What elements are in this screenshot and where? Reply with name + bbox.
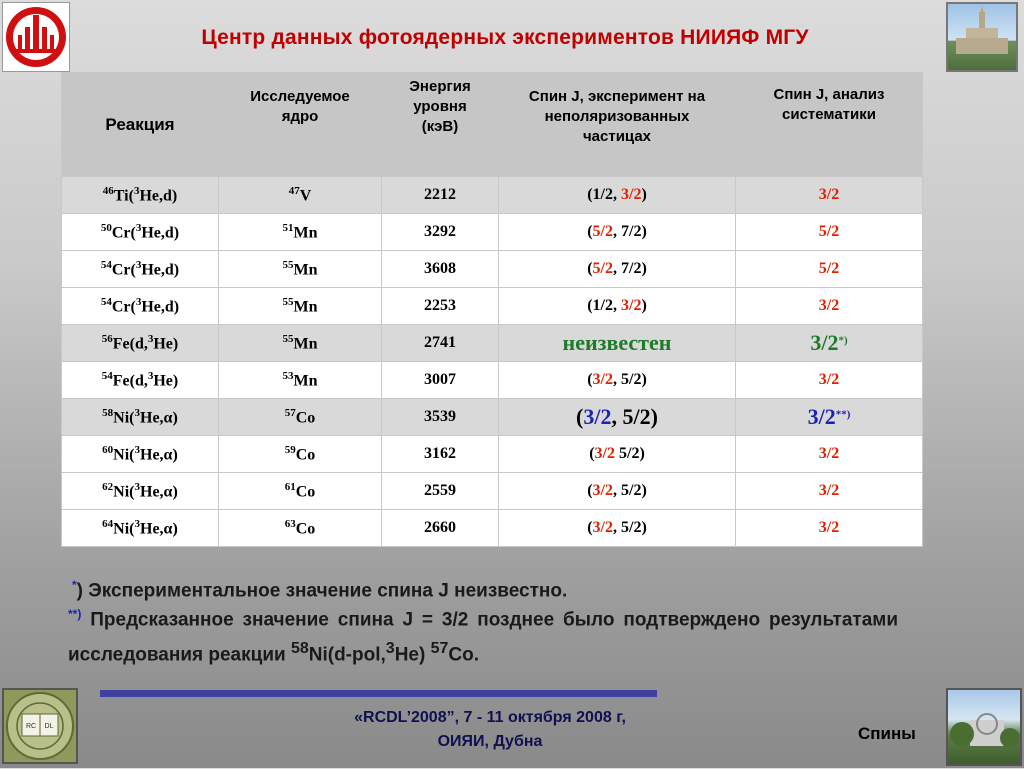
reaction-target-mass: 54 (101, 369, 113, 382)
table-row (62, 251, 923, 288)
reaction-projectile: He,α) (140, 409, 178, 427)
spin-data-table (61, 72, 923, 547)
energy-cell (382, 436, 499, 473)
spin-systematics-cell (736, 399, 923, 436)
spin-systematics-value: 3/2 (810, 330, 839, 355)
footnote-1-mark: * (72, 578, 77, 592)
energy-cell (382, 325, 499, 362)
reaction-projectile: He,d) (139, 187, 178, 205)
footnote-2-text: Предсказанное значение спина J = 3/2 позднее было подтверждено результатами исследования реакции (68, 609, 898, 666)
nucleus-mass: 55 (282, 258, 294, 271)
rcdl-logo-icon (2, 688, 78, 764)
reaction-cell (62, 251, 219, 288)
spin-systematics-cell (736, 177, 923, 214)
energy-cell (382, 473, 499, 510)
reaction-target-mass: 56 (101, 332, 113, 345)
footer-line-1: «RCDL’2008”, 7 - 11 октября 2008 г, (354, 709, 626, 726)
energy-cell (382, 288, 499, 325)
spin-experiment-highlight: 3/2 (592, 519, 613, 536)
spin-experiment-close: , 5/2) (613, 519, 647, 536)
table-row (62, 362, 923, 399)
spin-experiment-highlight: 3/2 (592, 371, 613, 388)
spin-experiment-cell (499, 362, 736, 399)
table-row (62, 399, 923, 436)
spin-experiment-close: , 5/2) (613, 371, 647, 388)
nucleus-symbol: Co (295, 409, 316, 427)
nucleus-cell (219, 325, 382, 362)
jinr-photo (946, 688, 1022, 766)
reaction-target: Cr( (111, 261, 136, 279)
nucleus-symbol: Mn (293, 372, 318, 390)
spin-experiment-cell (499, 177, 736, 214)
nucleus-mass: 63 (284, 517, 296, 530)
table-row (62, 177, 923, 214)
slide-label: Спины (858, 724, 916, 743)
footnote-2-isotope-c: 57 (430, 640, 449, 658)
reaction-cell (62, 473, 219, 510)
spin-experiment-highlight: 5/2 (592, 223, 613, 240)
nucleus-symbol: Mn (293, 224, 318, 242)
reaction-cell (62, 510, 219, 547)
reaction-projectile: He,d) (141, 224, 180, 242)
reaction-projectile: He,d) (141, 298, 180, 316)
energy-value: 2559 (424, 482, 456, 499)
reaction-cell (62, 399, 219, 436)
energy-cell (382, 177, 499, 214)
footnote-2-mark: **) (68, 607, 82, 621)
spin-experiment-highlight: 3/2 (621, 186, 642, 203)
header-nucleus: Исследуемое ядро (219, 73, 382, 177)
reaction-projectile: He,α) (140, 446, 178, 464)
reaction-projectile-mass: 3 (134, 480, 140, 493)
table-row (62, 473, 923, 510)
nucleus-cell (219, 251, 382, 288)
reaction-projectile-mass: 3 (147, 369, 154, 382)
nucleus-cell (219, 436, 382, 473)
nucleus-mass: 55 (282, 295, 294, 308)
table-row (62, 325, 923, 362)
spin-experiment-highlight: 3/2 (592, 482, 613, 499)
energy-value: 3007 (424, 371, 456, 388)
spin-experiment-cell (499, 325, 736, 362)
reaction-target-mass: 46 (102, 184, 114, 197)
spin-experiment-close: , 5/2) (611, 404, 658, 429)
reaction-projectile: He,α) (140, 483, 178, 501)
reaction-cell (62, 214, 219, 251)
energy-cell (382, 251, 499, 288)
reaction-target-mass: 58 (102, 406, 114, 419)
nucleus-symbol: Mn (293, 261, 318, 279)
spin-systematics-cell (736, 325, 923, 362)
spin-systematics-cell (736, 473, 923, 510)
msu-building-photo (946, 2, 1018, 72)
spin-systematics-cell (736, 510, 923, 547)
nucleus-cell (219, 214, 382, 251)
table-row (62, 214, 923, 251)
reaction-projectile-mass: 3 (135, 295, 142, 308)
nucleus-cell (219, 473, 382, 510)
spin-experiment-cell (499, 251, 736, 288)
footnote-2-reaction: Ni(d-pol, (308, 644, 386, 666)
reaction-projectile-mass: 3 (135, 221, 142, 234)
spin-systematics-mark: *) (838, 334, 848, 347)
reaction-target: Ni( (113, 409, 135, 427)
reaction-cell (62, 325, 219, 362)
spin-experiment-open: (1/2, (587, 186, 621, 203)
msu-logo-icon (2, 2, 70, 72)
nucleus-mass: 57 (284, 406, 296, 419)
nucleus-symbol: V (299, 187, 312, 205)
nucleus-symbol: Co (295, 520, 316, 538)
spin-experiment-close: , 7/2) (613, 223, 647, 240)
spin-experiment-cell (499, 214, 736, 251)
nucleus-symbol: Mn (293, 335, 318, 353)
spin-experiment-close: , 5/2) (613, 482, 647, 499)
header-spin-systematics: Спин J, анализ систематики (736, 73, 923, 177)
reaction-projectile-mass: 3 (134, 443, 140, 456)
spin-experiment-close: 5/2) (615, 445, 645, 462)
nucleus-symbol: Co (295, 446, 316, 464)
nucleus-mass: 55 (282, 332, 294, 345)
header-energy: Энергия уровня (кэВ) (382, 73, 499, 177)
reaction-cell (62, 177, 219, 214)
spin-experiment-cell (499, 510, 736, 547)
energy-value: 3162 (424, 445, 456, 462)
nucleus-mass: 59 (284, 443, 296, 456)
spin-systematics-cell (736, 214, 923, 251)
spin-systematics-value: 5/2 (818, 260, 840, 277)
reaction-projectile: He) (153, 335, 179, 353)
page-title: Центр данных фотоядерных экспериментов НИИЯФ МГУ (201, 26, 809, 49)
reaction-projectile-mass: 3 (134, 517, 140, 530)
spin-experiment-highlight: 3/2 (621, 297, 642, 314)
reaction-projectile-mass: 3 (135, 258, 142, 271)
reaction-target: Fe(d, (112, 372, 148, 390)
reaction-target-mass: 50 (100, 221, 112, 234)
energy-value: 2660 (424, 519, 456, 536)
spin-experiment-open: ( (587, 519, 593, 536)
nucleus-mass: 51 (282, 221, 294, 234)
spin-experiment-highlight: 5/2 (592, 260, 613, 277)
spin-experiment-open: (1/2, (587, 297, 621, 314)
spin-systematics-value: 5/2 (818, 223, 840, 240)
table-row (62, 510, 923, 547)
energy-value: 3608 (424, 260, 456, 277)
reaction-target: Cr( (111, 224, 136, 242)
spin-experiment-close: ) (641, 297, 647, 314)
spin-experiment-highlight: 3/2 (583, 404, 612, 429)
spin-systematics-value: 3/2 (818, 482, 840, 499)
reaction-target-mass: 62 (102, 480, 114, 493)
spin-systematics-value: 3/2 (818, 186, 840, 203)
reaction-projectile: He,α) (140, 520, 178, 538)
reaction-cell (62, 362, 219, 399)
spin-systematics-cell (736, 288, 923, 325)
energy-cell (382, 510, 499, 547)
footer-conference (280, 706, 700, 754)
footnote-1-text: ) Экспериментальное значение спина J неизвестно. (76, 580, 568, 602)
footnote-2 (68, 600, 898, 670)
spin-systematics-value: 3/2 (818, 371, 840, 388)
svg-text:RC: RC (25, 723, 37, 730)
reaction-target: Ni( (113, 483, 135, 501)
spin-experiment-cell (499, 473, 736, 510)
spin-systematics-value: 3/2 (818, 445, 840, 462)
energy-value: 3539 (424, 408, 456, 425)
spin-experiment-open: ( (587, 223, 593, 240)
spin-systematics-value: 3/2 (818, 519, 840, 536)
spin-experiment-open: ( (587, 371, 593, 388)
spin-systematics-mark: **) (835, 408, 851, 421)
spin-experiment-open: ( (576, 404, 584, 429)
nucleus-mass: 47 (288, 184, 300, 197)
spin-experiment-open: ( (587, 260, 593, 277)
reaction-target: Ni( (113, 446, 135, 464)
reaction-projectile-mass: 3 (133, 184, 140, 197)
nucleus-cell (219, 362, 382, 399)
reaction-target: Fe(d, (112, 335, 148, 353)
reaction-projectile-mass: 3 (134, 406, 140, 419)
energy-cell (382, 362, 499, 399)
nucleus-cell (219, 510, 382, 547)
table-header-row (62, 73, 923, 177)
nucleus-mass: 53 (282, 369, 294, 382)
nucleus-cell (219, 177, 382, 214)
nucleus-cell (219, 399, 382, 436)
energy-cell (382, 399, 499, 436)
reaction-target-mass: 54 (100, 295, 112, 308)
reaction-projectile: He,d) (141, 261, 180, 279)
reaction-target-mass: 64 (102, 517, 114, 530)
spin-experiment-highlight: 3/2 (594, 445, 615, 462)
spin-systematics-cell (736, 362, 923, 399)
reaction-target: Ni( (113, 520, 135, 538)
spin-experiment-unknown: неизвестен (562, 330, 672, 355)
energy-value: 2212 (424, 186, 456, 203)
svg-text:DL: DL (44, 723, 54, 730)
reaction-target: Ti( (113, 187, 134, 205)
nucleus-mass: 61 (284, 480, 296, 493)
nucleus-symbol: Co (295, 483, 316, 501)
footnote-2-reaction-end: He) (394, 644, 431, 666)
spin-experiment-cell (499, 436, 736, 473)
spin-experiment-close: ) (641, 186, 647, 203)
spin-experiment-open: ( (587, 482, 593, 499)
reaction-cell (62, 288, 219, 325)
reaction-cell (62, 436, 219, 473)
energy-value: 2253 (424, 297, 456, 314)
reaction-target-mass: 54 (100, 258, 112, 271)
footer-line-2: ОИЯИ, Дубна (437, 733, 543, 750)
header-spin-experiment: Спин J, эксперимент на неполяризованных частицах (499, 73, 736, 177)
reaction-projectile: He) (153, 372, 179, 390)
table-row (62, 288, 923, 325)
footer-divider (100, 690, 657, 697)
spin-experiment-cell (499, 288, 736, 325)
reaction-target: Cr( (111, 298, 136, 316)
spin-systematics-cell (736, 436, 923, 473)
energy-value: 3292 (424, 223, 456, 240)
spin-systematics-value: 3/2 (807, 404, 836, 429)
spin-systematics-cell (736, 251, 923, 288)
nucleus-cell (219, 288, 382, 325)
reaction-projectile-mass: 3 (147, 332, 154, 345)
reaction-target-mass: 60 (102, 443, 114, 456)
header-reaction: Реакция (62, 73, 219, 177)
footnote-2-isotope-b: 3 (385, 640, 395, 658)
spin-experiment-open: ( (589, 445, 595, 462)
spin-experiment-close: , 7/2) (613, 260, 647, 277)
spin-experiment-cell (499, 399, 736, 436)
table-row (62, 436, 923, 473)
nucleus-symbol: Mn (293, 298, 318, 316)
footnote-2-isotope-a: 58 (290, 640, 309, 658)
footnote-2-product: Co. (448, 644, 479, 666)
energy-value: 2741 (424, 334, 456, 351)
energy-cell (382, 214, 499, 251)
spin-systematics-value: 3/2 (818, 297, 840, 314)
